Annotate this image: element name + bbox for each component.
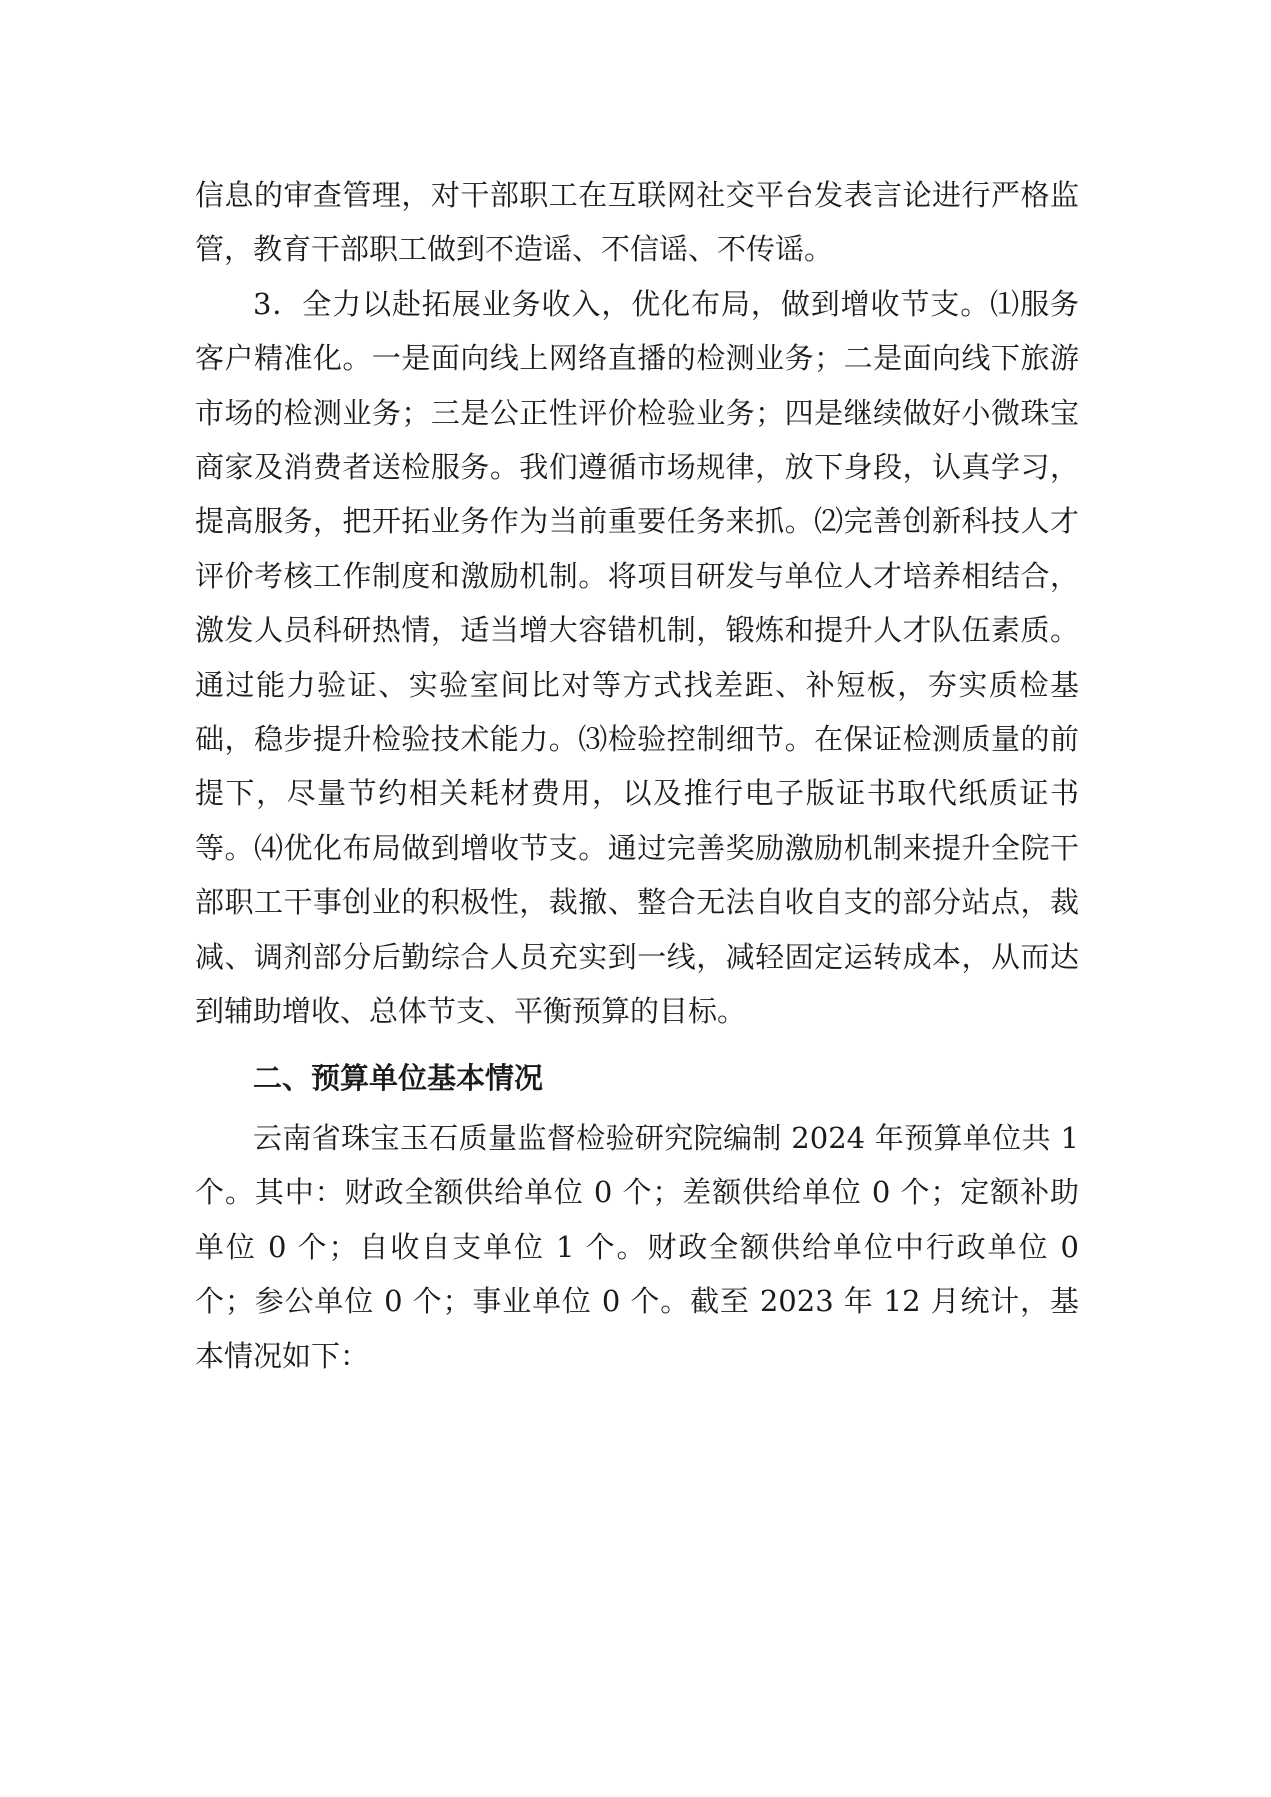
document-body	[195, 168, 1079, 1383]
paragraph-revenue-measures: 3．全力以赴拓展业务收入，优化布局，做到增收节支。⑴服务客户精准化。一是面向线上网络直播的检测业务；二是面向线下旅游市场的检测业务；三是公正性评价检验业务；四是继续做好小微珠宝商家及消费者送检服务。我们遵循市场规律，放下身段，认真学习，提高服务，把开拓业务作为当前重要任务来抓。⑵完善创新科技人才评价考核工作制度和激励机制。将项目研发与单位人才培养相结合，激发人员科研热情，适当增大容错机制，锻炼和提升人才队伍素质。通过能力验证、实验室间比对等方式找差距、补短板，夯实质检基础，稳步提升检验技术能力。⑶检验控制细节。在保证检测质量的前提下，尽量节约相关耗材费用，以及推行电子版证书取代纸质证书等。⑷优化布局做到增收节支。通过完善奖励激励机制来提升全院干部职工干事创业的积极性，裁撤、整合无法自收自支的部分站点，裁减、调剂部分后勤综合人员充实到一线，减轻固定运转成本，从而达到辅助增收、总体节支、平衡预算的目标。	[195, 286, 1079, 1029]
section-heading: 二、预算单位基本情况	[253, 1060, 544, 1095]
paragraph-continuation: 信息的审查管理，对干部职工在互联网社交平台发表言论进行严格监管，教育干部职工做到不造谣、不信谣、不传谣。	[195, 178, 1079, 267]
paragraph-unit-overview: 云南省珠宝玉石质量监督检验研究院编制 2024 年预算单位共 1 个。其中：财政全额供给单位 0 个；差额供给单位 0 个；定额补助单位 0 个；自收自支单位 1 个。财政全额供给单位中行政单位 0 个；参公单位 0 个；事业单位 0 个。截至 2023 年 12 月统计，基本情况如下：	[195, 1120, 1079, 1373]
